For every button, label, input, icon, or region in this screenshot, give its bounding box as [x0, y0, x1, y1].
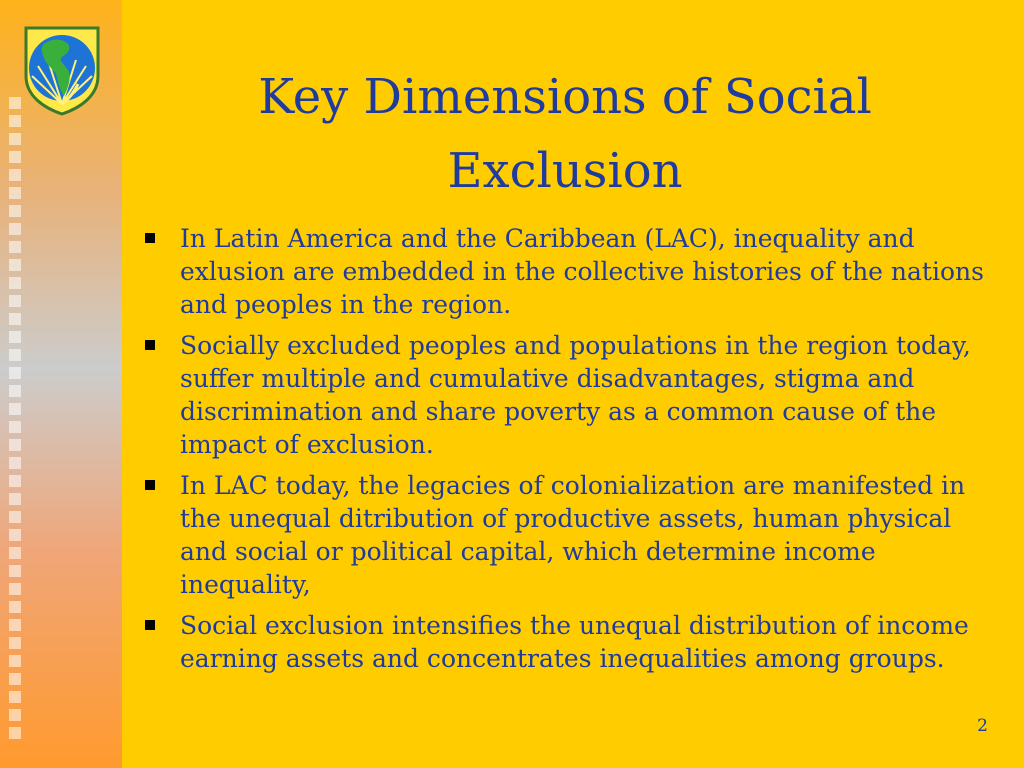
americas-globe-shield-icon: [22, 24, 102, 116]
bullet-text: In LAC today, the legacies of colonialization are manifested in the unequal ditribution of productive assets, human physical and social or political capital, which determine income inequality,: [180, 471, 966, 599]
bullet-item: [143, 329, 1003, 461]
square-bullet-icon: [145, 233, 155, 243]
bullet-text: Social exclusion intensifies the unequal distribution of income earning assets and concentrates inequalities among groups.: [180, 611, 969, 673]
square-bullet-icon: [145, 620, 155, 630]
bullet-text: Socially excluded peoples and populations in the region today, suffer multiple and cumulative disadvantages, stigma and discrimination and share poverty as a common cause of the impact of exclusion.: [180, 331, 971, 459]
page-number: 2: [977, 716, 988, 736]
square-bullet-icon: [145, 480, 155, 490]
square-bullet-icon: [145, 340, 155, 350]
bullet-item: [143, 222, 1003, 321]
bullet-item: [143, 609, 1003, 675]
bullet-text: In Latin America and the Caribbean (LAC), inequality and exlusion are embedded in the collective histories of the nations and peoples in the region.: [180, 224, 984, 319]
square-pattern: [9, 97, 23, 745]
bullet-list: [143, 222, 1003, 683]
bullet-item: [143, 469, 1003, 601]
slide-title: Key Dimensions of Social Exclusion: [258, 69, 872, 199]
